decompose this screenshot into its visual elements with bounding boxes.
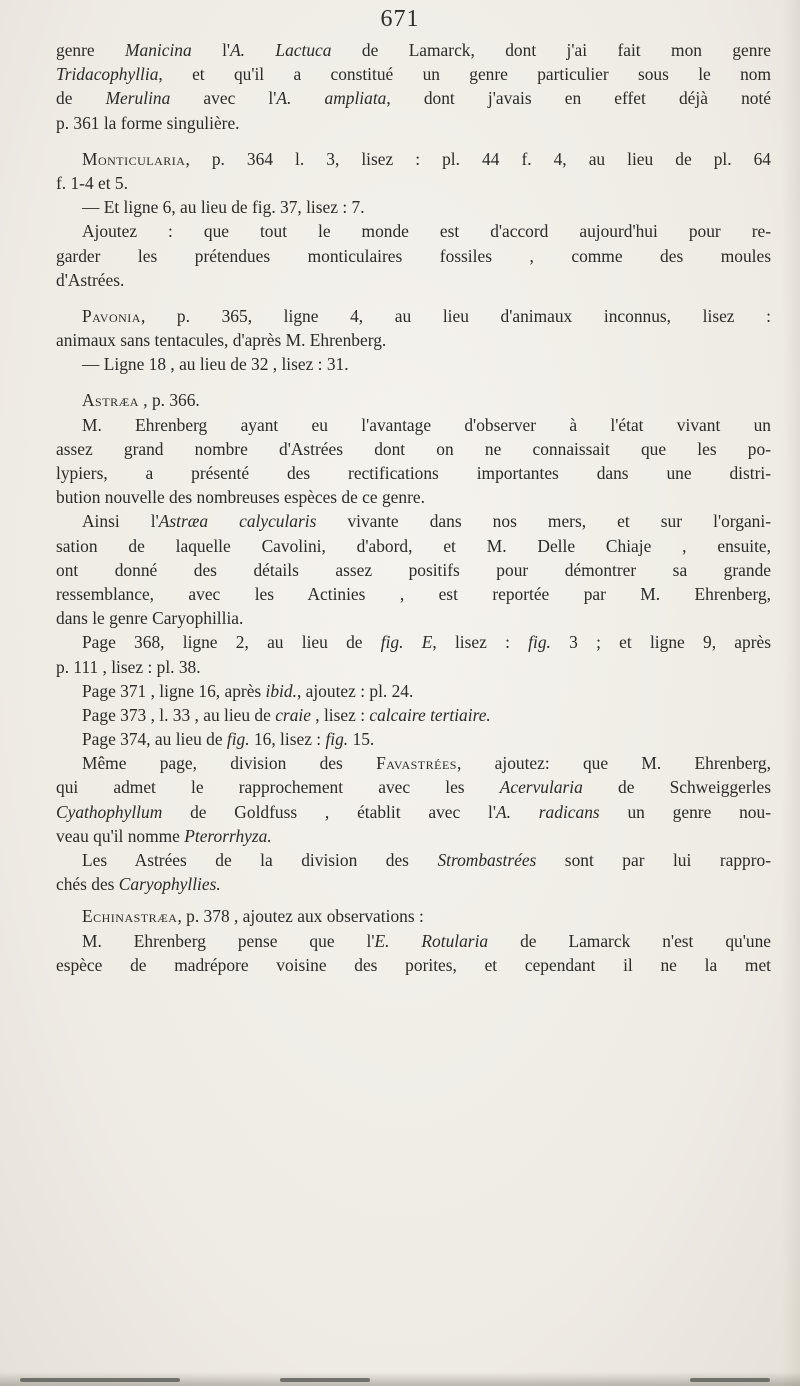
text-span: sation de laquelle Cavolini, d'abord, et M. Delle Chiaje , ensuite, — [56, 535, 771, 556]
text-span: , ajoutez: que M. Ehrenberg, — [456, 753, 771, 774]
text-span: chés des — [56, 874, 119, 895]
page-number: 671 — [380, 6, 420, 32]
text-line — [56, 485, 771, 509]
ink-streak — [20, 1378, 180, 1382]
text-span: 15. — [348, 729, 375, 750]
text-span: sont par lui rappro- — [536, 850, 771, 870]
text-span: Page 373 , l. 33 , au lieu de — [82, 704, 276, 725]
text-span: ressemblance, avec les Actinies , est reportée par M. Ehrenberg, — [56, 583, 771, 604]
text-span: Tridacophyllia — [56, 64, 159, 85]
text-span: , lisez : — [310, 704, 370, 725]
text-span: 16, lisez : — [249, 729, 326, 750]
text-line — [56, 904, 771, 928]
text-line — [56, 268, 771, 292]
text-line — [56, 953, 771, 977]
text-span: , p. 378 , ajoutez aux observations : — [177, 906, 424, 927]
text-span: assez grand nombre d'Astrées dont on ne connaissait que les po- — [56, 438, 771, 459]
text-span: de Schweiggerles — [582, 777, 771, 798]
text-line — [56, 304, 771, 328]
text-span: — Ligne 18 , au lieu de 32 , lisez : 31. — [82, 354, 349, 375]
text-span: qui admet le rapprochement avec les — [56, 777, 500, 798]
text-span: M. Ehrenberg ayant eu l'avantage d'observer à l'état vivant un — [82, 414, 771, 435]
text-line — [56, 606, 771, 630]
text-span: Acervularia — [499, 777, 583, 798]
text-span: de — [56, 88, 106, 109]
text-span: , p. 365, ligne 4, au lieu d'animaux inconnus, lisez : — [140, 305, 771, 326]
text-line — [56, 582, 771, 606]
text-span: vivante dans nos mers, et sur l'organi- — [316, 511, 771, 532]
text-line — [56, 534, 771, 558]
text-span: Favastrées — [376, 753, 457, 774]
text-span: A. radicans — [496, 801, 600, 822]
text-span: garder les prétendues monticulaires fossiles , comme des moules — [56, 245, 771, 266]
text-span: fig. E — [380, 632, 433, 653]
text-span: f. 1-4 et 5. — [56, 172, 128, 193]
text-span: Caryophyllies. — [118, 874, 221, 895]
text-line — [56, 800, 771, 824]
text-span: bution nouvelle des nombreuses espèces de ce genre. — [56, 487, 425, 508]
text-line — [56, 244, 771, 268]
text-span: Pterorrhyza. — [184, 825, 272, 846]
text-span: p. 361 la forme singulière. — [56, 112, 240, 133]
text-line — [56, 848, 771, 872]
text-span: , lisez : — [432, 632, 529, 653]
text-line — [56, 655, 771, 679]
text-span: Ainsi l' — [82, 511, 159, 532]
text-span: A. Lactuca — [230, 40, 332, 60]
text-line — [56, 929, 771, 953]
body-text — [56, 38, 771, 977]
text-span: avec l' — [170, 88, 277, 109]
text-span: de Lamarck, dont j'ai fait mon genre — [331, 40, 771, 60]
text-span: Page 374, au lieu de — [82, 729, 227, 750]
text-line — [56, 558, 771, 582]
text-span: Manicina — [125, 40, 192, 60]
text-span: fig. — [528, 632, 551, 653]
text-span: Ajoutez : que tout le monde est d'accord aujourd'hui pour re- — [82, 221, 771, 242]
text-line — [56, 352, 771, 376]
ink-streak — [280, 1378, 370, 1382]
text-line — [56, 509, 771, 533]
text-span: , et qu'il a constitué un genre particulier sous le nom — [158, 64, 771, 85]
text-span: craie — [275, 704, 311, 725]
text-span: Même page, division des — [82, 753, 377, 774]
text-span: , p. 366. — [138, 390, 200, 411]
text-line — [56, 38, 771, 62]
text-line — [56, 413, 771, 437]
text-span: calcaire tertiaire. — [369, 704, 491, 725]
text-span: Merulina — [105, 88, 171, 109]
text-line — [56, 824, 771, 848]
text-line — [56, 679, 771, 703]
text-span: d'Astrées. — [56, 269, 125, 290]
text-span: Cyathophyllum — [56, 801, 163, 822]
text-span: , dont j'avais en effet déjà noté — [386, 88, 771, 109]
text-span: espèce de madrépore voisine des porites, et cependant il ne la met — [56, 954, 771, 975]
text-span: p. 111 , lisez : pl. 38. — [56, 656, 201, 677]
text-line — [56, 461, 771, 485]
text-span: de Lamarck n'est qu'une — [488, 930, 771, 951]
text-span: A. ampliata — [276, 88, 387, 109]
text-line — [56, 775, 771, 799]
text-line — [56, 219, 771, 243]
text-span: Page 371 , ligne 16, après — [82, 680, 266, 701]
text-line — [56, 388, 771, 412]
text-span: veau qu'il nomme — [56, 825, 185, 846]
text-span: lypiers, a présenté des rectifications importantes dans une distri- — [56, 463, 771, 483]
text-span: Monticularia — [82, 148, 186, 169]
page-edge-shadow — [782, 0, 800, 1386]
text-span: un genre nou- — [599, 801, 771, 822]
text-line — [56, 86, 771, 110]
text-span: Echinastræa — [82, 906, 178, 927]
text-span: Strombastrées — [437, 850, 537, 870]
text-span: , ajoutez : pl. 24. — [296, 680, 414, 701]
text-line — [56, 437, 771, 461]
text-span: , p. 364 l. 3, lisez : pl. 44 f. 4, au lieu de pl. 64 — [185, 148, 771, 169]
text-span: — Et ligne 6, au lieu de fig. 37, lisez : 7. — [82, 197, 365, 218]
text-span: l' — [191, 40, 231, 60]
text-line — [56, 630, 771, 654]
text-span: genre — [56, 40, 126, 60]
text-line — [56, 62, 771, 86]
text-line — [56, 727, 771, 751]
text-span: ont donné des détails assez positifs pour démontrer sa grande — [56, 559, 771, 580]
text-line — [56, 195, 771, 219]
text-line — [56, 328, 771, 352]
text-line — [56, 703, 771, 727]
text-line — [56, 111, 771, 135]
text-span: Pavonia — [82, 305, 141, 326]
text-span: Astræa calycularis — [158, 511, 317, 532]
text-line — [56, 751, 771, 775]
text-span: ibid. — [265, 680, 297, 701]
text-span: E. Rotularia — [374, 930, 489, 951]
text-span: Page 368, ligne 2, au lieu de — [82, 632, 381, 653]
text-line — [56, 147, 771, 171]
text-line — [56, 171, 771, 195]
text-span: Les Astrées de la division des — [82, 850, 438, 870]
text-span: M. Ehrenberg pense que l' — [82, 930, 375, 951]
text-span: 3 ; et ligne 9, après — [550, 632, 771, 653]
text-span: Astræa — [82, 390, 139, 411]
text-line — [56, 872, 771, 896]
text-span: dans le genre Caryophillia. — [56, 608, 244, 629]
ink-streak — [690, 1378, 770, 1382]
text-span: fig. — [226, 729, 250, 750]
text-span: animaux sans tentacules, d'après M. Ehrenberg. — [56, 330, 387, 351]
text-span: de Goldfuss , établit avec l' — [162, 801, 496, 822]
text-span: fig. — [325, 729, 349, 750]
